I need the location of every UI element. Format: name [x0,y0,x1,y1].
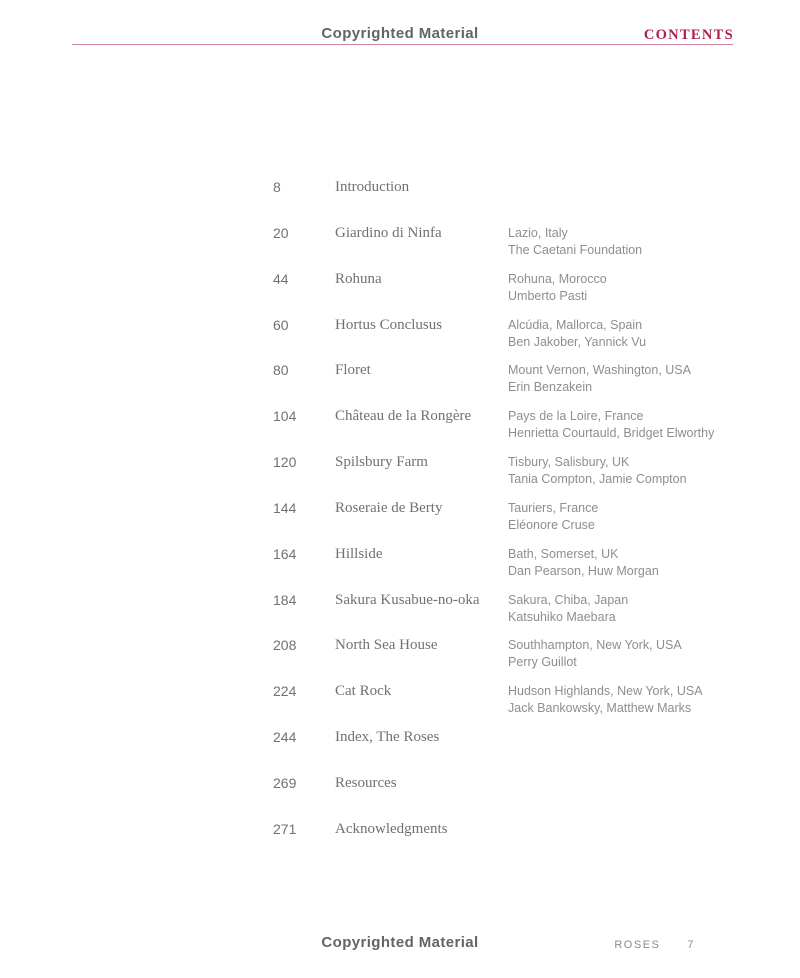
toc-entry-details [508,361,743,396]
toc-people: The Caetani Foundation [508,242,643,257]
toc-chapter-title: Acknowledgments [335,820,448,837]
toc-location: Tisbury, Salisbury, UK [508,455,630,470]
toc-people: Jack Bankowsky, Matthew Marks [508,701,692,716]
toc-chapter-title: Introduction [335,179,410,195]
toc-entry-details [508,407,743,442]
toc-entry-details [508,270,743,305]
toc-list [273,178,743,866]
toc-location: Alcúdia, Mallorca, Spain [508,317,643,332]
toc-entry [273,407,743,453]
toc-page-number: 104 [273,408,297,425]
toc-chapter-title: North Sea House [335,637,438,654]
toc-entry [273,499,743,545]
book-title: ROSES [614,939,661,951]
toc-chapter-title: Rohuna [335,270,382,287]
toc-page-number: 80 [273,362,289,379]
toc-entry [273,316,743,362]
toc-location: Rohuna, Morocco [508,271,607,286]
toc-page-number: 144 [273,499,297,516]
toc-people: Umberto Pasti [508,288,588,303]
toc-people: Perry Guillot [508,655,577,670]
toc-entry [273,178,743,224]
toc-people: Erin Benzakein [508,380,593,395]
toc-page-number: 184 [273,591,297,608]
toc-people: Tania Compton, Jamie Compton [508,472,687,487]
toc-entry [273,820,743,866]
toc-location: Pays de la Loire, France [508,409,644,424]
toc-chapter-title: Sakura Kusabue-no-oka [335,591,480,608]
toc-chapter-title: Château de la Rongère [335,408,472,425]
toc-page-number: 224 [273,683,297,700]
toc-page-number: 120 [273,454,297,471]
toc-entry-details [508,545,743,580]
toc-people: Eléonore Cruse [508,517,595,532]
toc-page-number: 269 [273,774,297,791]
toc-chapter-title: Hortus Conclusus [335,316,443,333]
toc-location: Lazio, Italy [508,225,568,240]
top-watermark: Copyrighted Material [321,25,479,42]
toc-chapter-title: Spilsbury Farm [335,454,428,471]
toc-entry-details [508,636,743,671]
toc-page-number: 164 [273,545,297,562]
toc-page-number: 244 [273,729,297,746]
toc-entry-details [508,591,743,626]
bottom-watermark: Copyrighted Material [321,934,479,951]
toc-location: Sakura, Chiba, Japan [508,592,629,607]
toc-chapter-title: Resources [335,774,397,791]
toc-chapter-title: Roseraie de Berty [335,499,443,516]
toc-entry-details [508,774,743,775]
toc-chapter-title: Hillside [335,545,383,562]
toc-page-number: 8 [273,179,281,195]
toc-entry [273,636,743,682]
page-number: 7 [687,939,695,951]
toc-chapter-title: Cat Rock [335,683,392,700]
toc-people: Dan Pearson, Huw Morgan [508,563,659,578]
toc-entry [273,453,743,499]
toc-entry-details [508,820,743,821]
toc-entry-details [508,224,743,259]
toc-entry [273,545,743,591]
toc-entry [273,774,743,820]
footer-folio [614,939,695,951]
toc-people: Katsuhiko Maebara [508,609,616,624]
toc-entry [273,682,743,728]
toc-entry [273,591,743,637]
toc-entry-details [508,453,743,488]
toc-page-number: 271 [273,820,297,837]
toc-entry [273,224,743,270]
toc-entry-details [508,499,743,534]
toc-chapter-title: Index, The Roses [335,729,440,746]
contents-heading: CONTENTS [643,27,734,43]
toc-entry-details [508,316,743,351]
toc-page-number: 44 [273,270,289,287]
header-rule [72,44,733,45]
toc-page-number: 60 [273,316,289,333]
toc-page-number: 208 [273,637,297,654]
toc-entry [273,361,743,407]
toc-location: Bath, Somerset, UK [508,546,619,561]
toc-people: Henrietta Courtauld, Bridget Elworthy [508,426,715,441]
toc-chapter-title: Floret [335,362,371,379]
toc-location: Hudson Highlands, New York, USA [508,684,703,699]
toc-entry-details [508,728,743,729]
toc-entry-details [508,178,743,179]
toc-chapter-title: Giardino di Ninfa [335,224,442,241]
toc-entry [273,728,743,774]
toc-page-number: 20 [273,224,289,241]
toc-entry-details [508,682,743,717]
toc-location: Southhampton, New York, USA [508,638,682,653]
toc-location: Mount Vernon, Washington, USA [508,363,691,378]
toc-entry [273,270,743,316]
toc-people: Ben Jakober, Yannick Vu [508,334,647,349]
toc-location: Tauriers, France [508,500,599,515]
